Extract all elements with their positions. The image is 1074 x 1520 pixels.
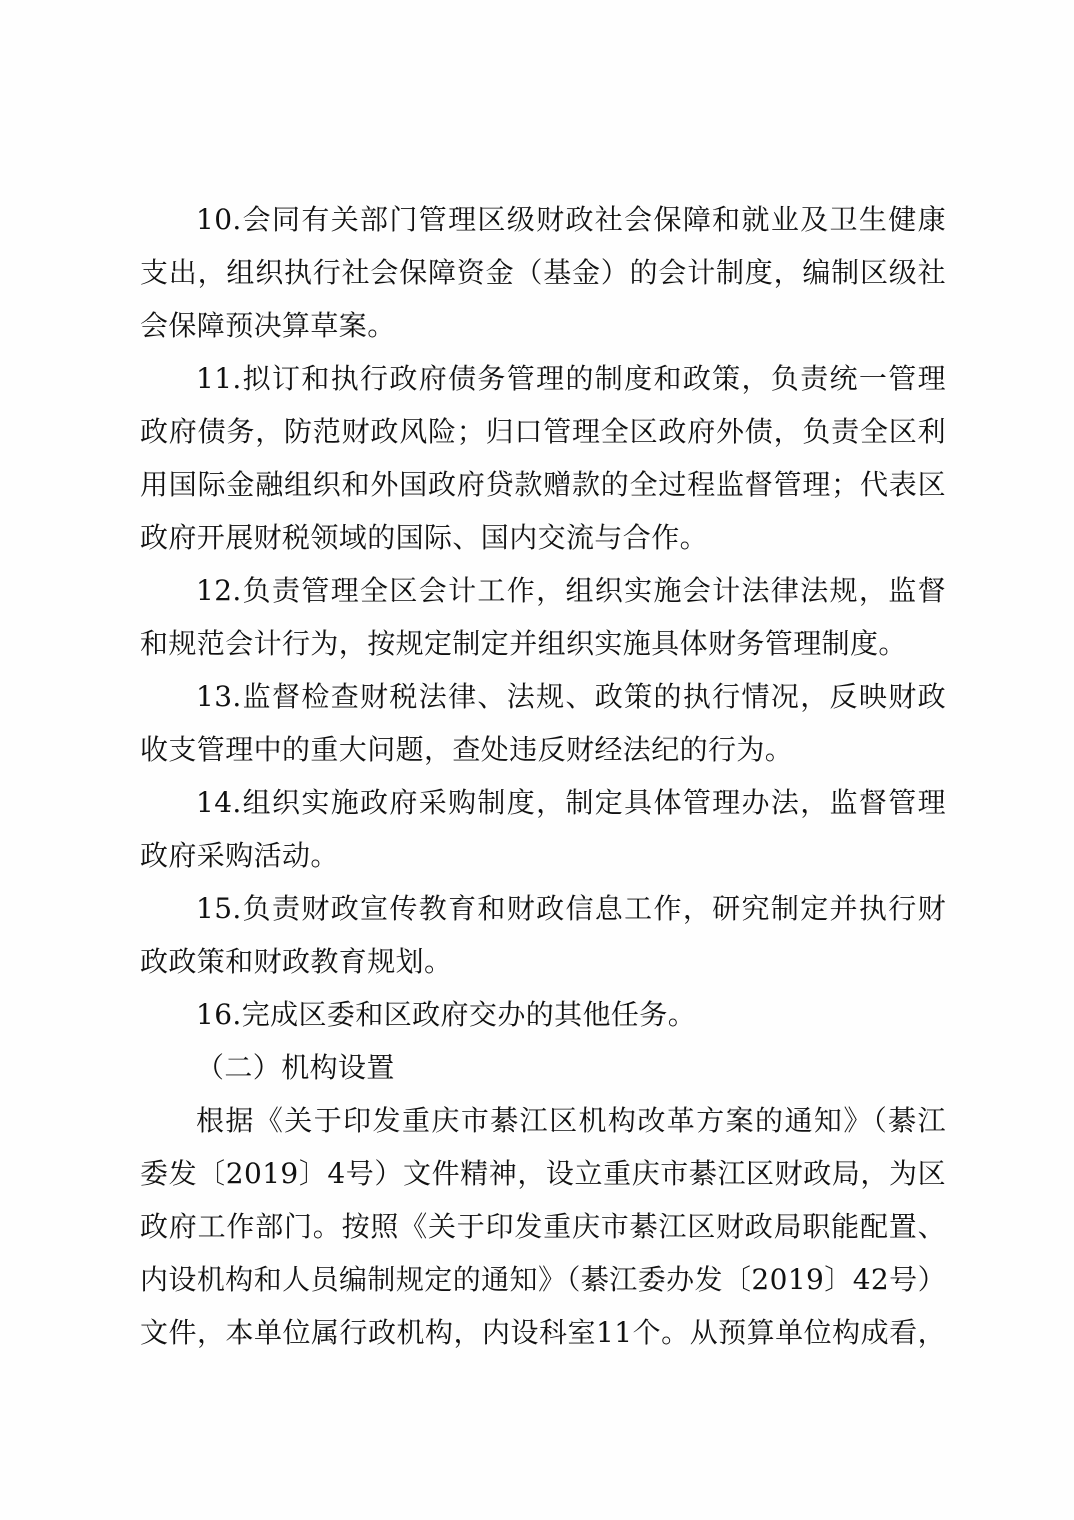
paragraph-line: 政府工作部门。按照《关于印发重庆市綦江区财政局职能配置、 xyxy=(140,1210,946,1243)
paragraph-line: 根据《关于印发重庆市綦江区机构改革方案的通知》（綦江 xyxy=(196,1104,946,1137)
paragraph-line: 委发〔2019〕4号）文件精神，设立重庆市綦江区财政局，为区 xyxy=(140,1157,946,1190)
paragraph-line: 16.完成区委和区政府交办的其他任务。 xyxy=(196,998,697,1031)
paragraph-line: 支出，组织执行社会保障资金（基金）的会计制度，编制区级社 xyxy=(140,256,946,289)
paragraph-line: 内设机构和人员编制规定的通知》（綦江委办发〔2019〕42号） xyxy=(140,1263,946,1296)
paragraph-line: 11.拟订和执行政府债务管理的制度和政策，负责统一管理 xyxy=(196,362,946,395)
paragraph-line: 13.监督检查财税法律、法规、政策的执行情况，反映财政 xyxy=(196,680,946,713)
paragraph-line: 文件，本单位属行政机构，内设科室11个。从预算单位构成看， xyxy=(140,1316,946,1349)
paragraph-line: 政府采购活动。 xyxy=(140,839,339,872)
paragraph-line: 政府开展财税领域的国际、国内交流与合作。 xyxy=(140,521,709,554)
paragraph-line: 政政策和财政教育规划。 xyxy=(140,945,453,978)
paragraph-line: 10.会同有关部门管理区级财政社会保障和就业及卫生健康 xyxy=(196,203,946,236)
paragraph-line: 和规范会计行为，按规定制定并组织实施具体财务管理制度。 xyxy=(140,627,907,660)
paragraph-line: 15.负责财政宣传教育和财政信息工作，研究制定并执行财 xyxy=(196,892,946,925)
paragraph-line: 12.负责管理全区会计工作，组织实施会计法律法规，监督 xyxy=(196,574,946,607)
paragraph-line: 用国际金融组织和外国政府贷款赠款的全过程监督管理；代表区 xyxy=(140,468,946,501)
paragraph-line: 会保障预决算草案。 xyxy=(140,309,396,342)
paragraph-line: 政府债务，防范财政风险；归口管理全区政府外债，负责全区利 xyxy=(140,415,946,448)
document-body xyxy=(140,193,946,1359)
section-heading: （二）机构设置 xyxy=(196,1051,395,1084)
paragraph-line: 收支管理中的重大问题，查处违反财经法纪的行为。 xyxy=(140,733,794,766)
paragraph-line: 14.组织实施政府采购制度，制定具体管理办法，监督管理 xyxy=(196,786,946,819)
